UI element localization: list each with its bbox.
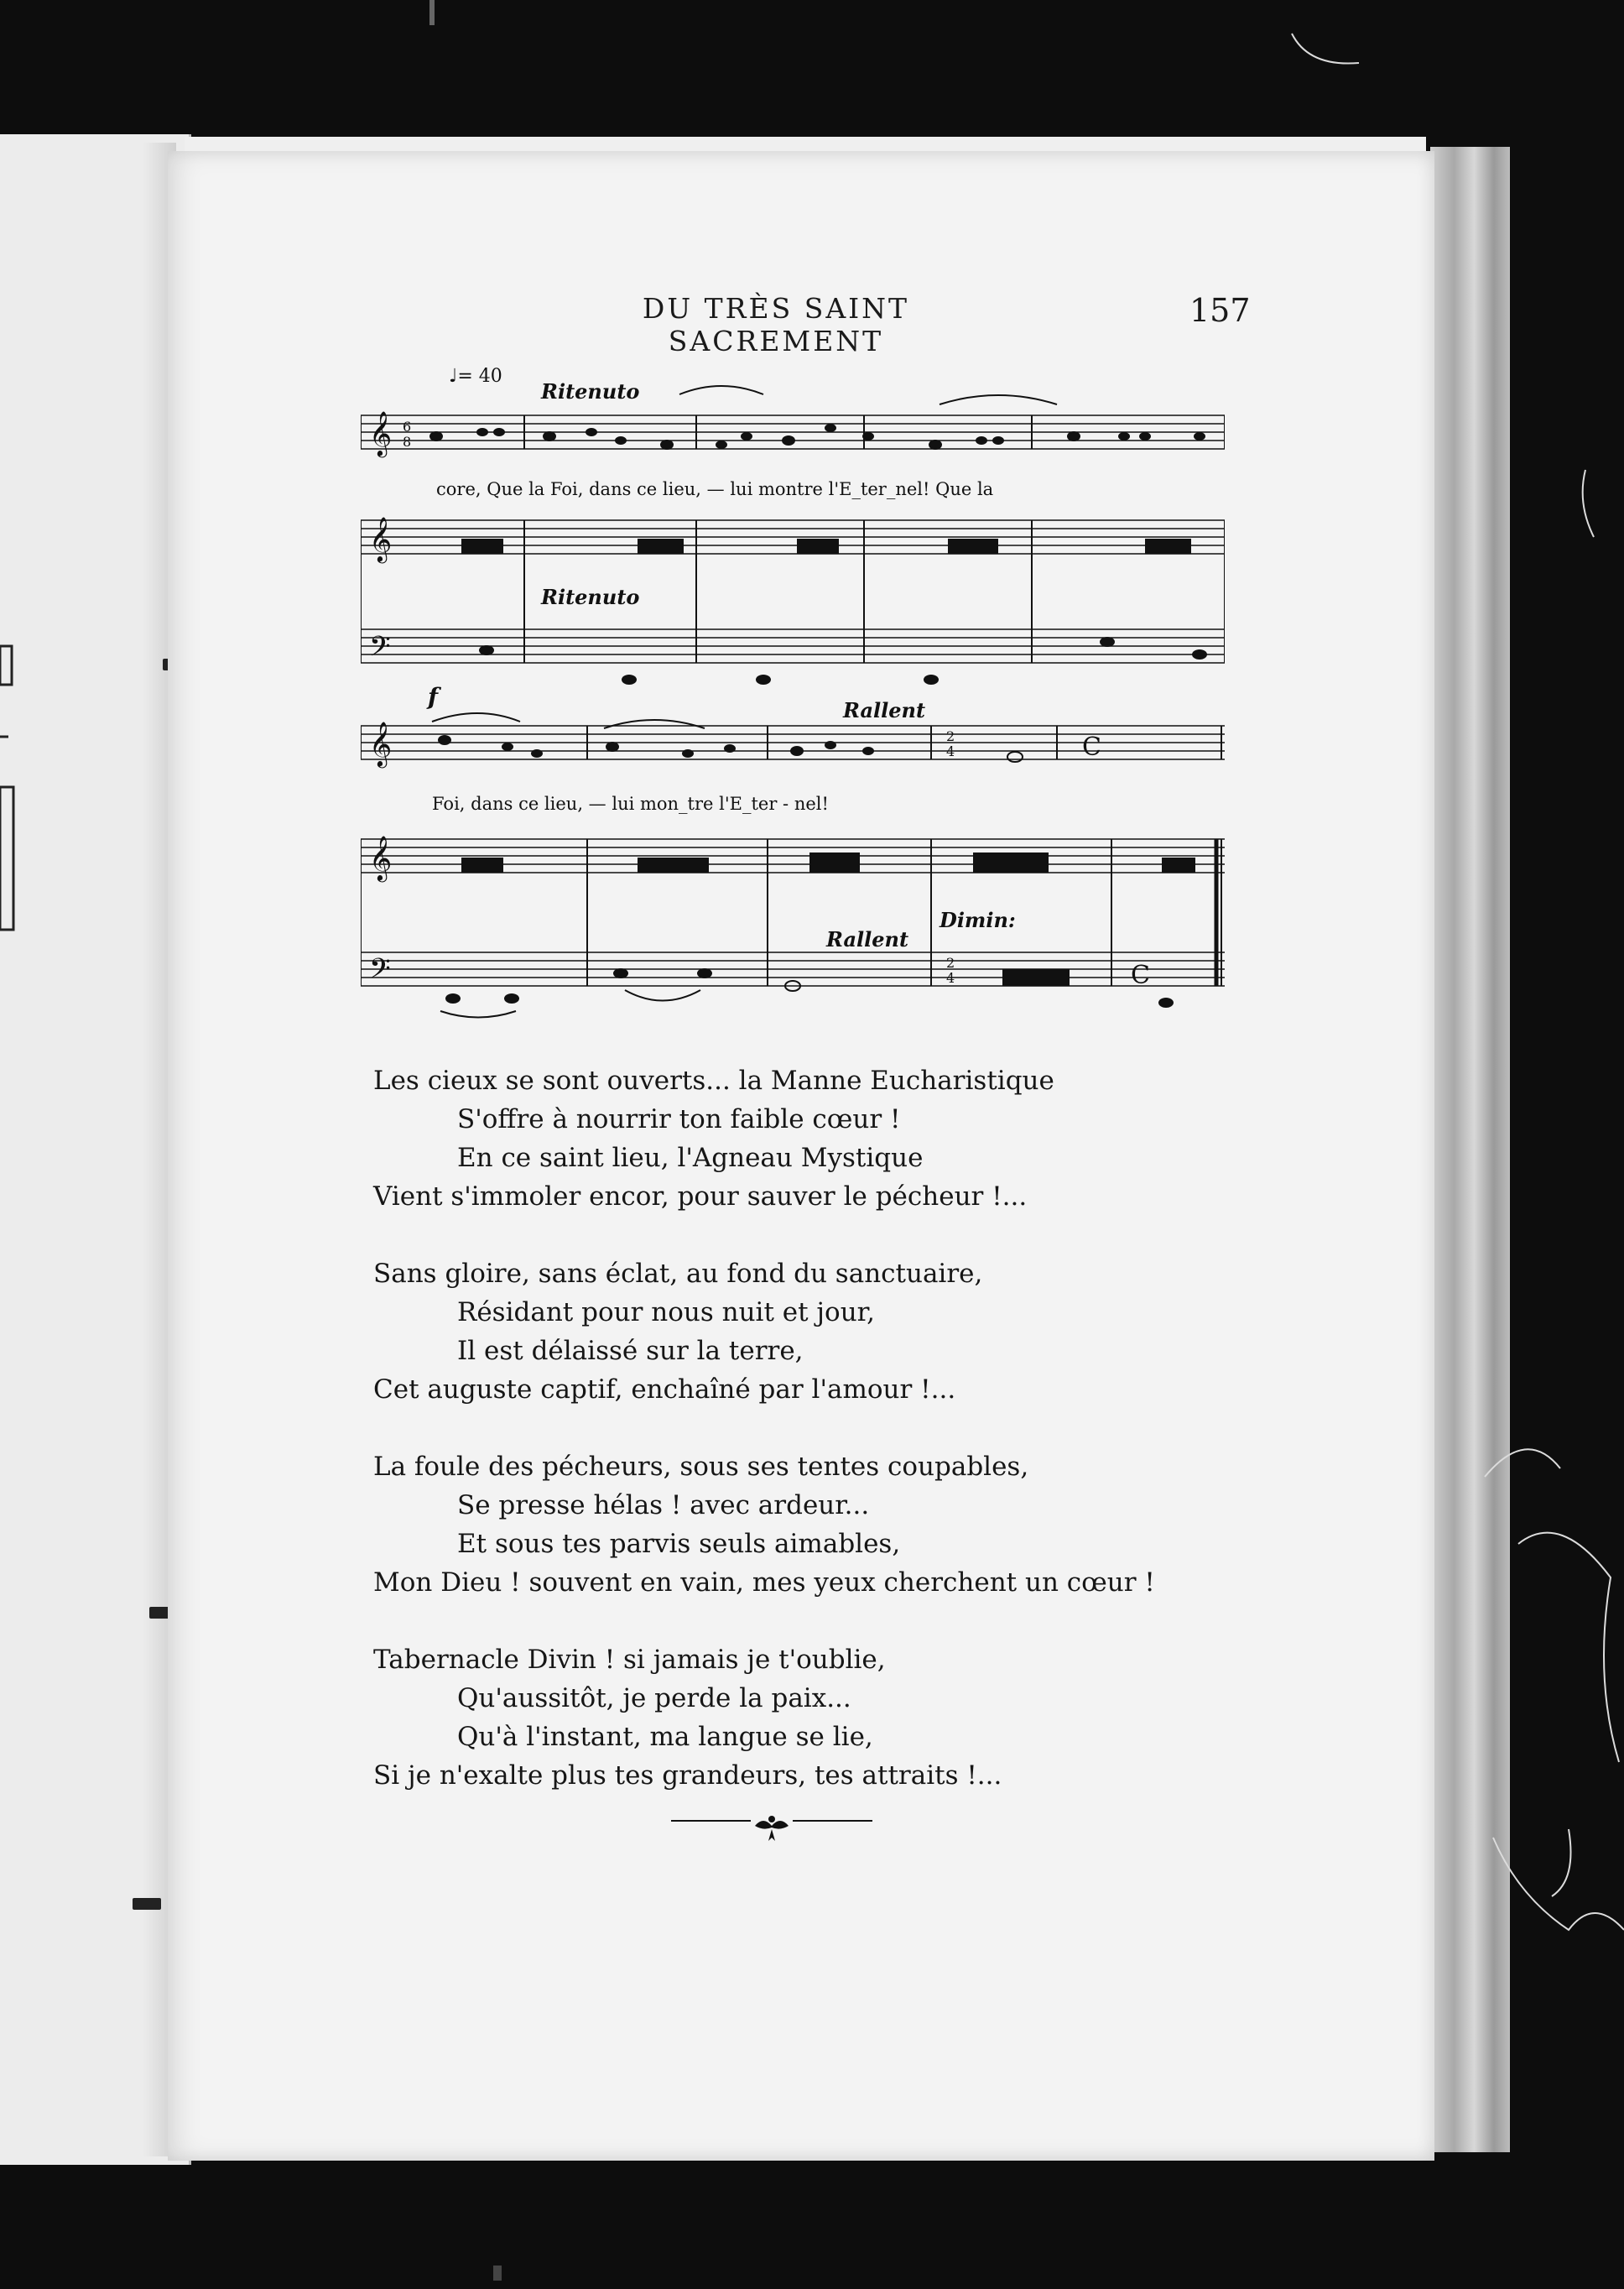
treble-clef-icon: 𝄞 <box>369 835 393 880</box>
poem-line: Cet auguste captif, enchaîné par l'amour !... <box>373 1374 956 1405</box>
poem-line: Tabernacle Divin ! si jamais je t'oublie, <box>373 1645 886 1675</box>
direction-rallent: Rallent <box>843 698 926 722</box>
poem-line: Résidant pour nous nuit et jour, <box>457 1297 875 1327</box>
treble-clef-icon: 𝄞 <box>369 516 393 561</box>
svg-text:6: 6 <box>403 419 412 435</box>
direction-ritenuto: Ritenuto <box>541 379 640 404</box>
page-number: 157 <box>1189 292 1251 329</box>
lyrics-line-1: core, Que la Foi, dans ce lieu, — lui montre l'E_ter_nel! Que la <box>436 479 994 499</box>
svg-text:2: 2 <box>946 955 955 971</box>
running-head: DU TRÈS SAINT SACREMENT <box>642 292 910 357</box>
direction-ritenuto-piano: Ritenuto <box>541 585 640 609</box>
treble-clef-icon: 𝄞 <box>369 721 393 766</box>
svg-text:8: 8 <box>403 434 412 450</box>
poem-line: S'offre à nourrir ton faible cœur ! <box>457 1104 901 1134</box>
edge-mark <box>493 2266 502 2281</box>
svg-text:4: 4 <box>946 970 955 986</box>
poem-line: En ce saint lieu, l'Agneau Mystique <box>457 1143 924 1173</box>
poem-line: Si je n'exalte plus tes grandeurs, tes attraits !... <box>373 1760 1002 1791</box>
poem-line: Il est délaissé sur la terre, <box>457 1336 804 1366</box>
direction-rallent-piano: Rallent <box>826 927 909 952</box>
direction-dimin: Dimin: <box>940 908 1016 932</box>
poem-line: Les cieux se sont ouverts... la Manne Eucharistique <box>373 1066 1054 1096</box>
poem-line: Qu'aussitôt, je perde la paix... <box>457 1683 851 1713</box>
dynamic-forte: f <box>428 683 439 711</box>
poem-line: Et sous tes parvis seuls aimables, <box>457 1529 901 1559</box>
svg-text:4: 4 <box>946 743 955 759</box>
bass-clef-icon: 𝄢 <box>369 631 391 670</box>
poem-line: Sans gloire, sans éclat, au fond du sanctuaire, <box>373 1259 983 1289</box>
treble-clef-icon: 𝄞 <box>369 410 393 456</box>
poem-line: Qu'à l'instant, ma langue se lie, <box>457 1722 873 1752</box>
poem-line: Vient s'immoler encor, pour sauver le pécheur !... <box>373 1181 1028 1212</box>
svg-text:C: C <box>1082 733 1101 762</box>
svg-text:2: 2 <box>946 728 955 744</box>
poem-line: Mon Dieu ! souvent en vain, mes yeux cherchent un cœur ! <box>373 1567 1155 1598</box>
lyrics-line-2: Foi, dans ce lieu, — lui mon_tre l'E_ter - nel! <box>432 794 829 814</box>
poem-line: Se presse hélas ! avec ardeur... <box>457 1490 870 1520</box>
svg-text:C: C <box>1131 961 1150 990</box>
bass-clef-icon: 𝄢 <box>369 953 391 992</box>
tempo-marking: ♩= 40 <box>449 366 502 387</box>
poem-line: La foule des pécheurs, sous ses tentes coupables, <box>373 1452 1029 1482</box>
